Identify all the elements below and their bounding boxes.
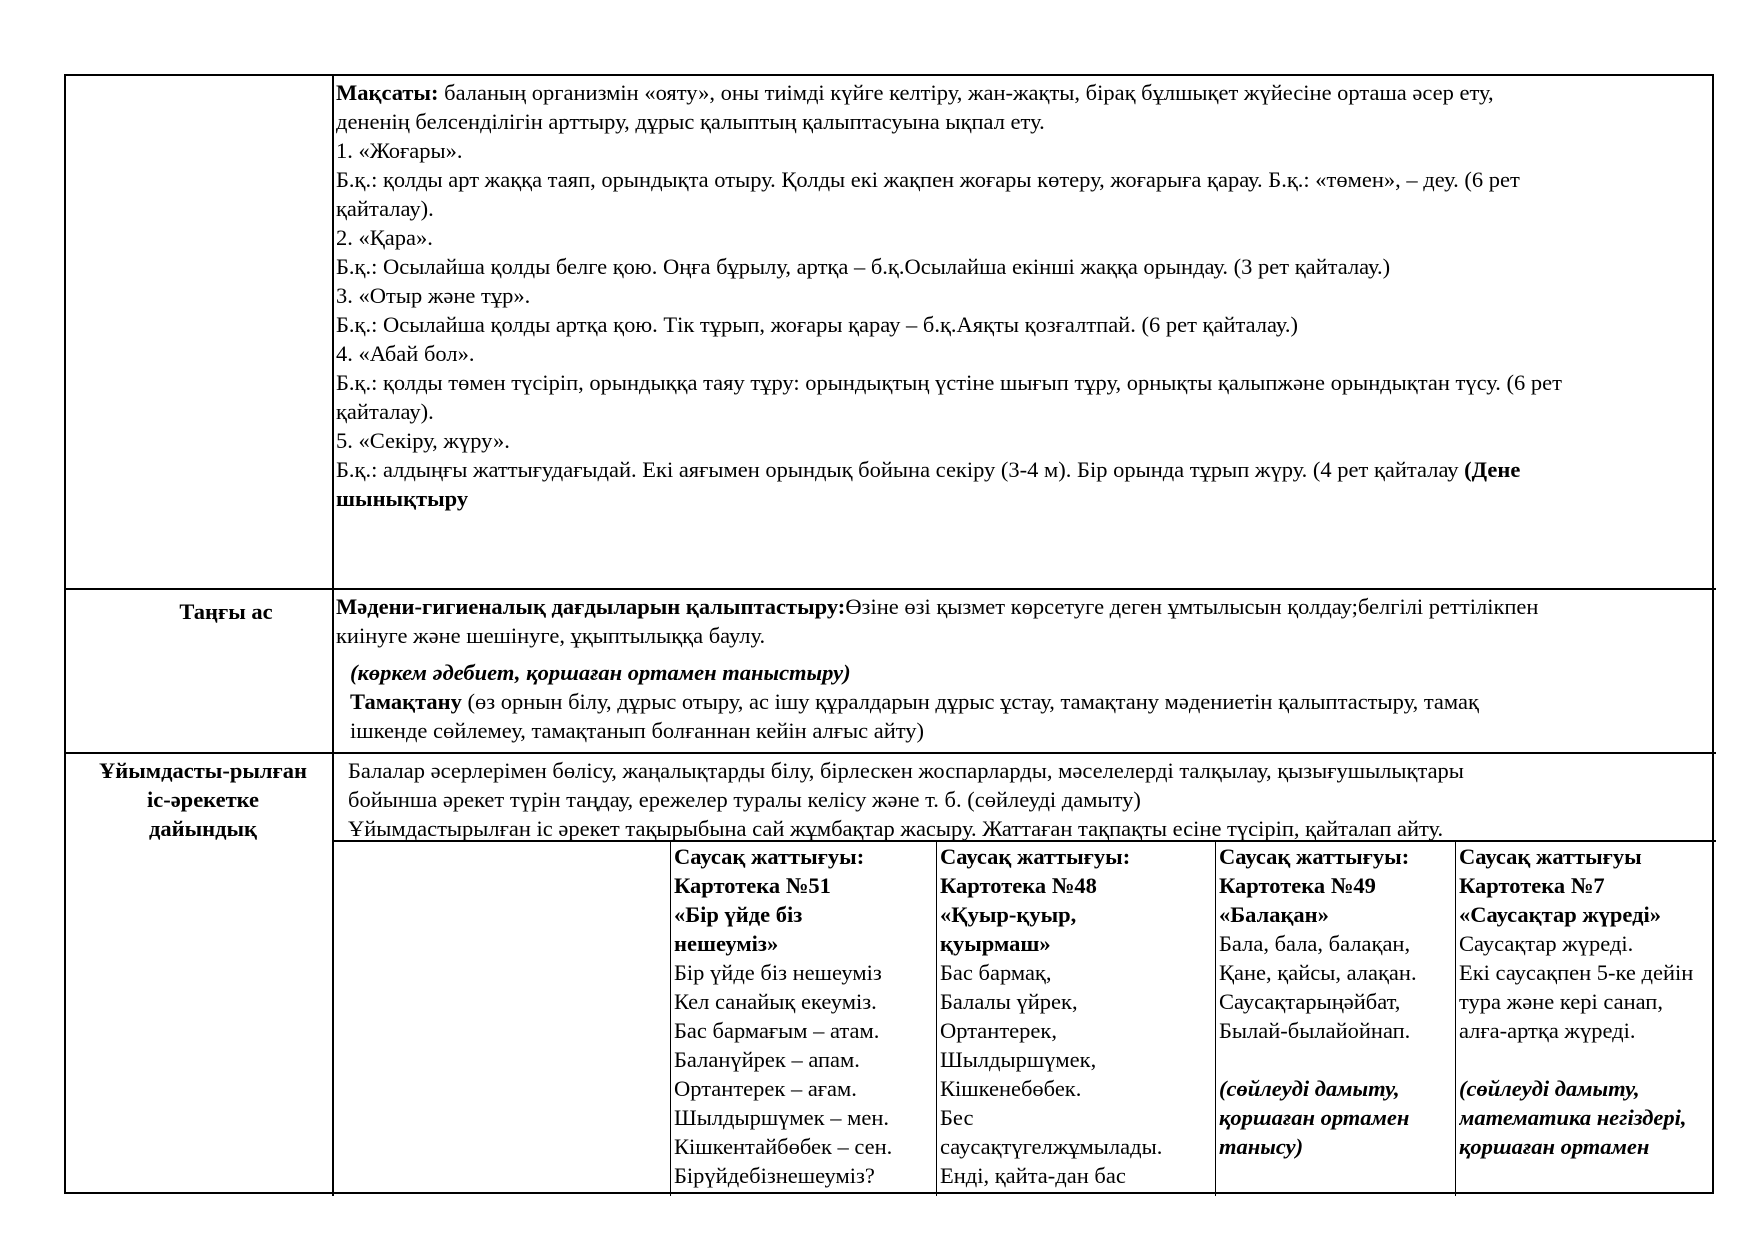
card-note-text: танысу) [1219,1134,1304,1159]
hygiene-text-cont: киінуге және шешінуге, ұқыптылыққа баулу. [336,623,766,648]
card-note [1459,1074,1714,1103]
finger-exercise-card [674,842,934,1194]
exercise-line: Б.қ.: қолды арт жаққа таяп, орындықта отыру. Қолды екі жақпен жоғары көтеру, жоғарыға қарау. Б.қ.: «төмен», – деу. (6 рет [336,167,1520,192]
card-heading: Картотека №49 [1219,873,1376,898]
card-line: Саусақтарыңәйбат, [1219,989,1401,1014]
schedule-table [64,74,1714,1194]
row-label-text: Таңғы ас [179,599,273,624]
card-line: Бір үйде біз нешеуміз [674,960,882,985]
subject-tag-cont: шынықтыру [336,486,469,511]
card-line: Бірүйдебізнешеуміз? [674,1163,875,1188]
exercise-line: Б.қ.: қолды төмен түсіріп, орындыққа таяу тұру: орындықтың үстіне шығып тұру, орнықты қалыпжәне орындықтан түсу. (6 рет [336,370,1562,395]
card-line: Саусақтар жүреді. [1459,931,1634,956]
card-note-text: қоршаған ортамен [1459,1134,1650,1159]
card-heading: «Саусақтар жүреді» [1459,902,1662,927]
card-line: саусақтүгелжұмылады. [940,1134,1163,1159]
row-divider [66,752,1716,754]
hygiene-label: Мәдени-гигиеналық дағдыларын қалыптастыру: [336,594,846,619]
column-divider [670,841,671,1196]
goal-line [336,78,1712,107]
exercise-text: Б.қ.: алдыңғы жаттығудағыдай. Екі аяғымен орындық бойына секіру (3-4 м). Бір орында тұрып жүру. (4 рет қайталау [336,457,1465,482]
column-divider [332,76,334,1196]
row-label-activity-prep [76,756,330,843]
exercise-line: 1. «Жоғары». [336,138,463,163]
card-heading: Картотека №7 [1459,873,1605,898]
card-line: тура және кері санап, [1459,989,1663,1014]
card-line: Кішкенебөбек. [940,1076,1082,1101]
card-line: Қане, қайсы, алақан. [1219,960,1417,985]
goal-text-cont: дененің белсенділігін арттыру, дұрыс қалыптың қалыптасуына ықпал ету. [336,109,1045,134]
card-line: Балалы үйрек, [940,989,1078,1014]
activity-prep-content [348,756,1712,840]
column-divider [936,841,937,1196]
card-heading: қуырмаш» [940,931,1051,956]
activity-text: Ұйымдастырылған іс әрекет тақырыбына сай жұмбақтар жасыру. Жаттаған тақпақты есіне түсіріп, қайталап айту. [348,816,1444,840]
row-label-text: дайындық [148,816,258,841]
exercise-line: Б.қ.: Осылайша қолды белге қою. Оңға бұрылу, артқа – б.қ.Осылайша екінші жаққа орындау. (3 рет қайталау.) [336,254,1391,279]
card-heading: Саусақ жаттығуы: [940,844,1131,869]
exercise-line: 4. «Абай бол». [336,341,475,366]
card-line: Шылдыршүмек, [940,1047,1097,1072]
activity-text: бойынша әрекет түрін таңдау, ережелер туралы келісу және т. б. (сөйлеуді дамыту) [348,787,1141,812]
exercise-line: 2. «Қара». [336,225,433,250]
goal-label: Мақсаты: [336,80,439,105]
card-heading: Картотека №51 [674,873,831,898]
finger-exercise-card [1459,842,1714,1194]
card-note-text: (сөйлеуді дамыту, [1459,1076,1640,1101]
eating-text-cont: ішкенде сөйлемеу, тамақтанып болғаннан кейін алғыс айту) [350,718,925,743]
row-divider [66,588,1716,590]
finger-exercise-card [1219,842,1453,1194]
card-line: Бас бармақ, [940,960,1052,985]
card-heading: Саусақ жаттығуы: [1219,844,1410,869]
card-heading: нешеуміз» [674,931,779,956]
subject-tag: (Дене [1464,457,1521,482]
card-heading: Саусақ жаттығуы [1459,844,1642,869]
eating-text: (өз орнын білу, дұрыс отыру, ас ішу құралдарын дұрыс ұстау, тамақтану мәдениетін қалыптастыру, тамақ [461,689,1479,714]
card-line: Шылдыршүмек – мен. [674,1105,889,1130]
exercise-line: 3. «Отыр және тұр». [336,283,531,308]
exercise-line: қайталау). [336,399,434,424]
card-line: алға-артқа жүреді. [1459,1018,1636,1043]
card-heading: Саусақ жаттығуы: [674,844,865,869]
card-note-text: қоршаған ортамен [1219,1105,1410,1130]
breakfast-content [336,592,1712,750]
morning-exercise-content [336,78,1712,586]
card-note [1219,1074,1453,1103]
eating-line [336,687,1712,716]
card-heading: «Бір үйде біз [674,902,803,927]
card-heading: «Қуыр-қуыр, [940,902,1077,927]
card-line: Былай-былайойнап. [1219,1018,1411,1043]
card-line: Ортантерек – ағам. [674,1076,857,1101]
finger-exercise-card [940,842,1213,1194]
exercise-line [336,455,1712,484]
card-line: Екі саусақпен 5-ке дейін [1459,960,1694,985]
card-note-text: математика негіздері, [1459,1105,1687,1130]
goal-text: баланың организмін «ояту», оны тиімді күйге келтіру, жан-жақты, бірақ бұлшықет жүйесіне орташа әсер ету, [438,80,1494,105]
subject-note: (көркем әдебиет, қоршаған ортамен таныстыру) [350,660,851,685]
row-label-text: Ұйымдасты-рылған [99,758,307,783]
row-label-breakfast [126,597,326,626]
exercise-line: қайталау). [336,196,434,221]
activity-text: Балалар әсерлерімен бөлісу, жаңалықтарды білу, бірлескен жоспарларды, мәселелерді талқылау, қызығушылықтары [348,758,1464,783]
card-line: Бес [940,1105,974,1130]
card-line: Баланүйрек – апам. [674,1047,860,1072]
exercise-line: 5. «Секіру, жүру». [336,428,510,453]
card-line: Кел санайық екеуміз. [674,989,877,1014]
card-line: Бас бармағым – атам. [674,1018,880,1043]
hygiene-line [336,592,1712,621]
column-divider [1455,841,1456,1196]
card-line: Бала, бала, балақан, [1219,931,1411,956]
card-heading: «Балақан» [1219,902,1329,927]
card-note-text: (сөйлеуді дамыту, [1219,1076,1400,1101]
eating-label: Тамақтану [350,689,462,714]
card-line: Енді, қайта-дан бас [940,1163,1126,1188]
hygiene-text: Өзіне өзі қызмет көрсетуге деген ұмтылысын қолдау;белгілі реттілікпен [845,594,1539,619]
row-label-text: іс-әрекетке [146,787,260,812]
card-line: Ортантерек, [940,1018,1057,1043]
column-divider [1215,841,1216,1196]
card-heading: Картотека №48 [940,873,1097,898]
card-line: Кішкентайбөбек – сен. [674,1134,893,1159]
exercise-line: Б.қ.: Осылайша қолды артқа қою. Тік тұрып, жоғары қарау – б.қ.Аяқты қозғалтпай. (6 рет қайталау.) [336,312,1298,337]
